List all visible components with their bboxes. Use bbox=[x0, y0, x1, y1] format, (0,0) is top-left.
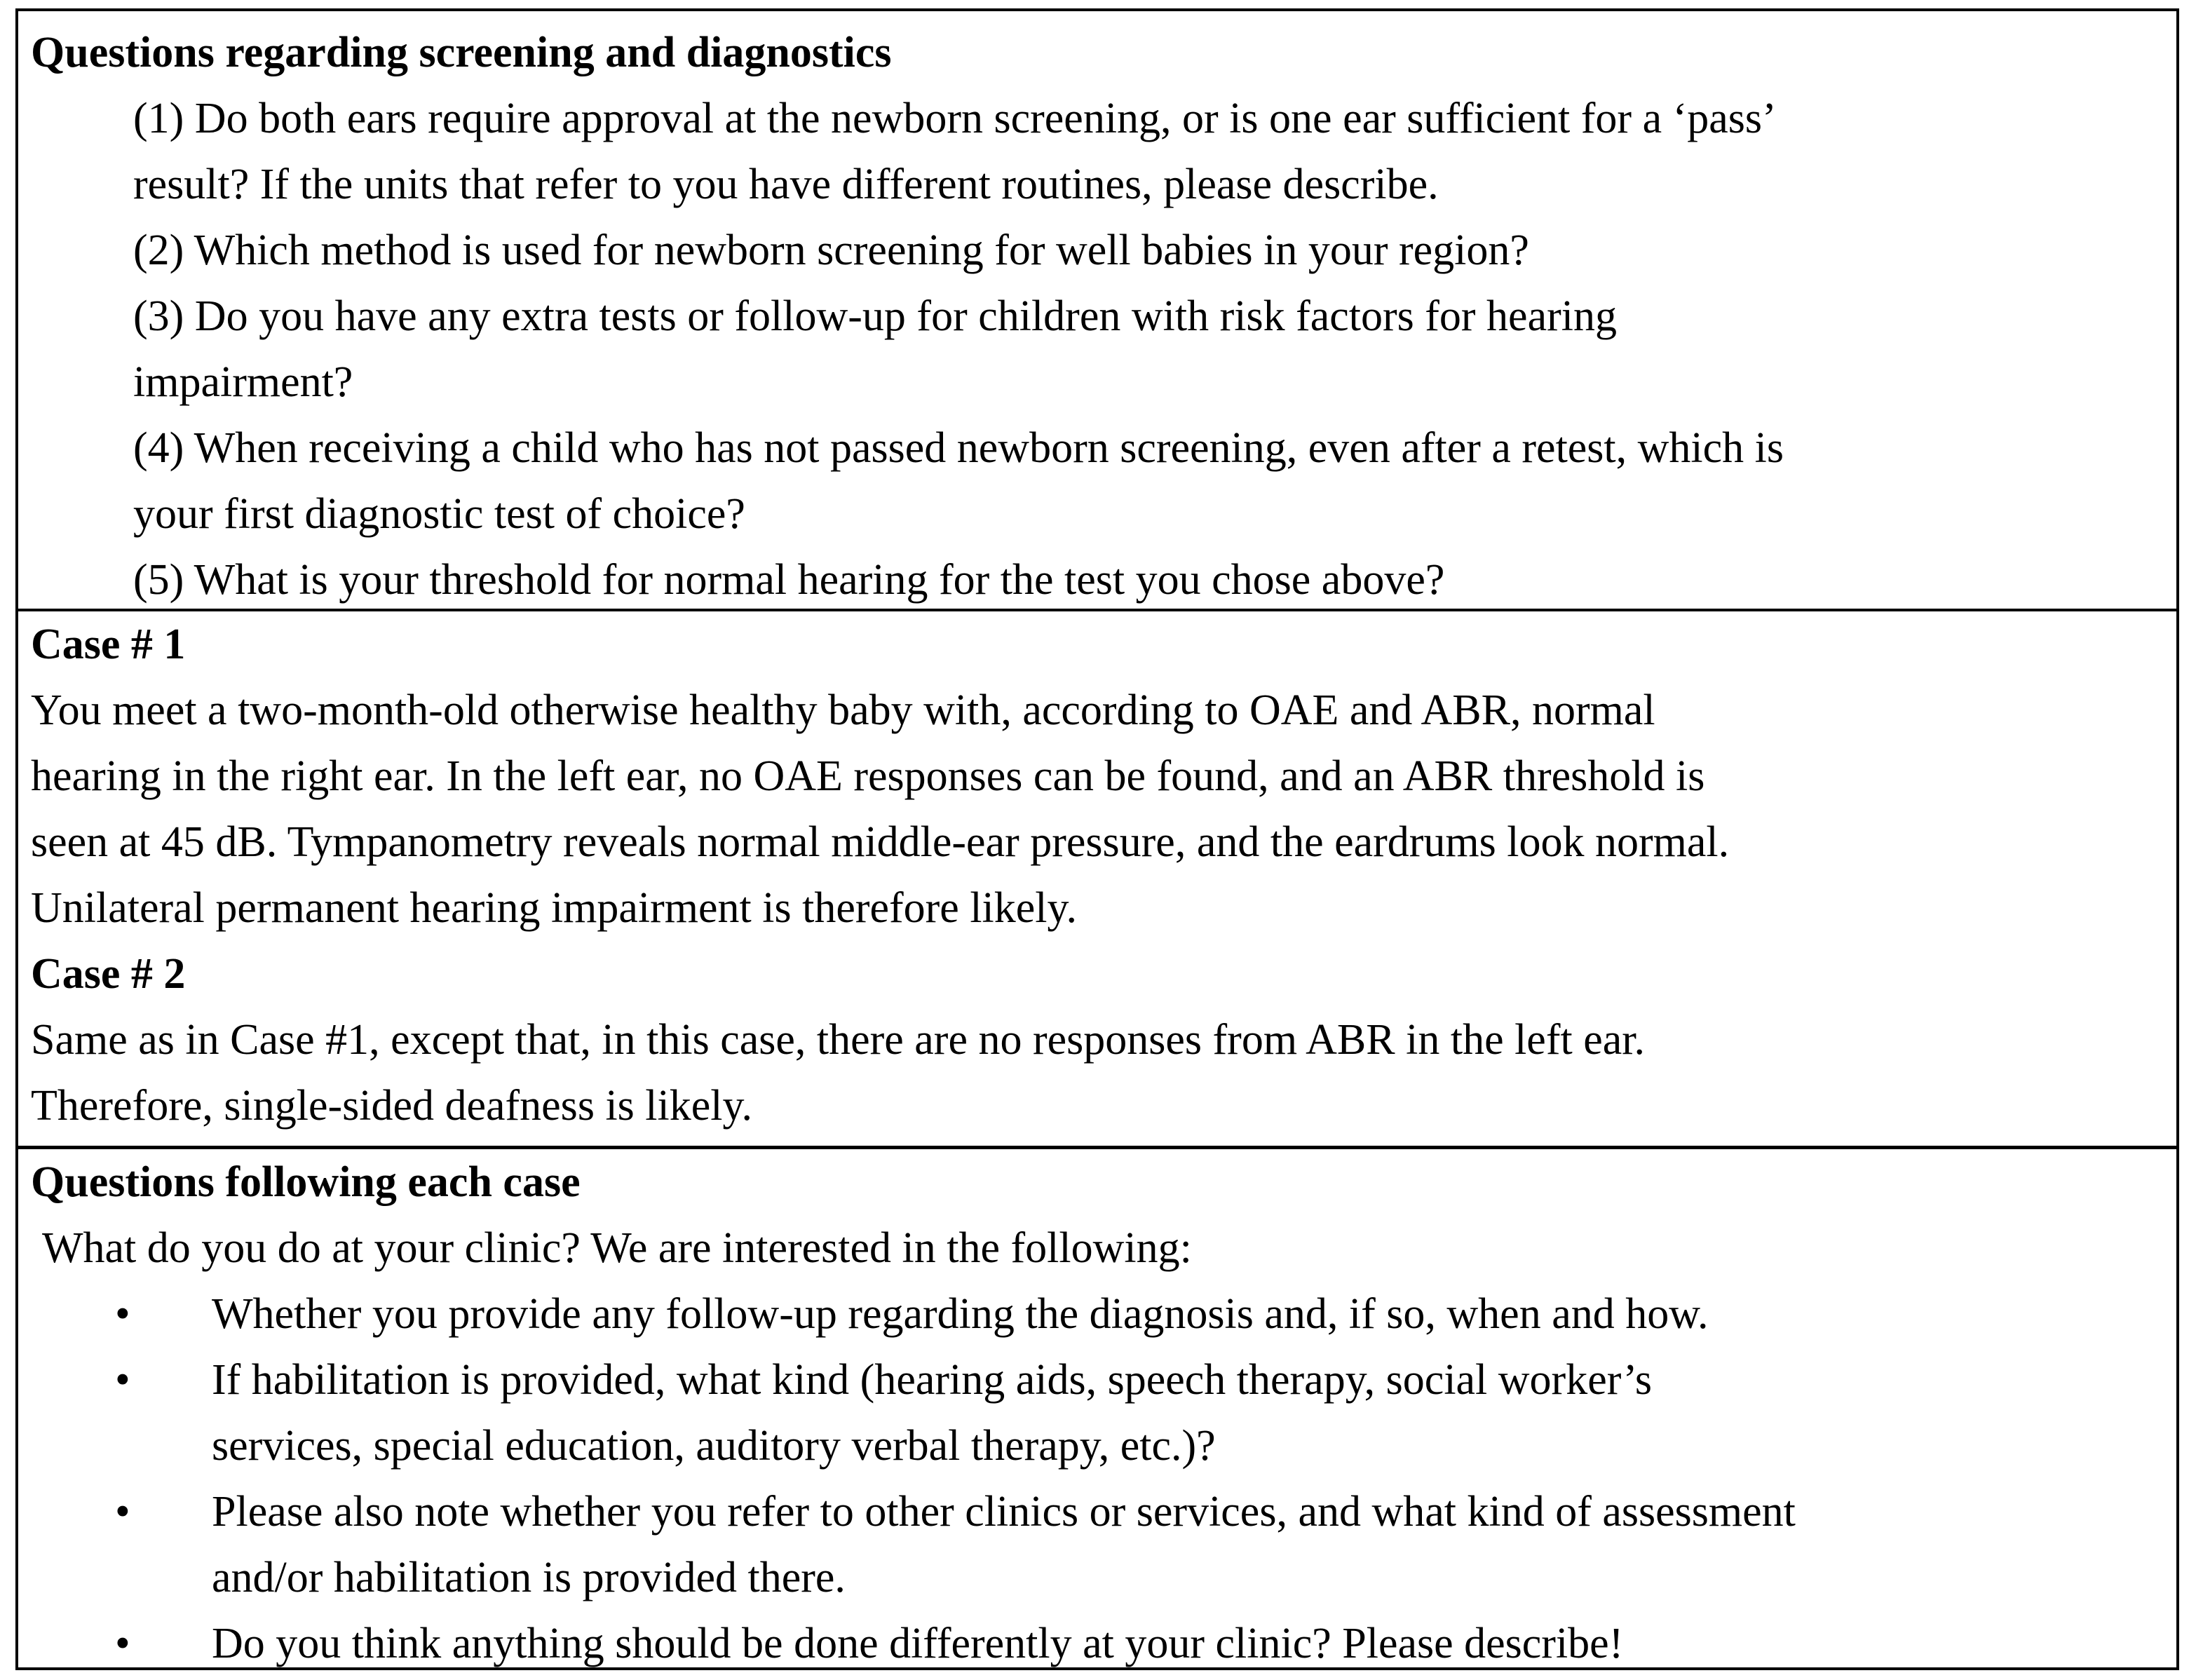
question-5: (5) What is your threshold for normal hearing for the test you chose above? bbox=[133, 556, 1445, 604]
case-2-heading: Case # 2 bbox=[31, 950, 186, 998]
bullet-1: Whether you provide any follow-up regarding the diagnosis and, if so, when and how. bbox=[212, 1290, 1709, 1338]
question-2: (2) Which method is used for newborn screening for well babies in your region? bbox=[133, 226, 1529, 274]
bullet-3-line-1: Please also note whether you refer to other clinics or services, and what kind of assessment bbox=[212, 1488, 1796, 1536]
bullet-3-line-2: and/or habilitation is provided there. bbox=[212, 1554, 846, 1601]
bullet-marker: • bbox=[115, 1620, 130, 1667]
case-2-line-1: Same as in Case #1, except that, in this case, there are no responses from ABR in the left ear. bbox=[31, 1016, 1645, 1064]
section-heading: Questions following each case bbox=[31, 1158, 581, 1206]
question-4-line-2: your first diagnostic test of choice? bbox=[133, 490, 745, 538]
case-1-heading: Case # 1 bbox=[31, 621, 186, 668]
bullet-marker: • bbox=[115, 1488, 130, 1536]
question-4-line-1: (4) When receiving a child who has not passed newborn screening, even after a retest, which is bbox=[133, 424, 1784, 472]
bullet-marker: • bbox=[115, 1356, 130, 1404]
question-3-line-1: (3) Do you have any extra tests or follow-up for children with risk factors for hearing bbox=[133, 292, 1617, 340]
questionnaire-table bbox=[15, 8, 2179, 1670]
question-1-line-2: result? If the units that refer to you have different routines, please describe. bbox=[133, 161, 1439, 208]
bullet-2-line-1: If habilitation is provided, what kind (hearing aids, speech therapy, social worker’s bbox=[212, 1356, 1653, 1404]
case-1-line-2: hearing in the right ear. In the left ear, no OAE responses can be found, and an ABR threshold is bbox=[31, 752, 1705, 800]
case-1-line-4: Unilateral permanent hearing impairment is therefore likely. bbox=[31, 884, 1077, 932]
question-1-line-1: (1) Do both ears require approval at the newborn screening, or is one ear sufficient for a ‘pass’ bbox=[133, 95, 1777, 142]
cases-section bbox=[18, 609, 2176, 1146]
bullet-2-line-2: services, special education, auditory verbal therapy, etc.)? bbox=[212, 1422, 1216, 1470]
intro-text: What do you do at your clinic? We are interested in the following: bbox=[42, 1224, 1192, 1272]
bullet-4: Do you think anything should be done differently at your clinic? Please describe! bbox=[212, 1620, 1624, 1667]
case-1-line-3: seen at 45 dB. Tympanometry reveals normal middle-ear pressure, and the eardrums look normal. bbox=[31, 818, 1730, 866]
section-heading: Questions regarding screening and diagnostics bbox=[31, 29, 892, 76]
screening-questions-section bbox=[18, 11, 2176, 609]
follow-up-questions-section bbox=[18, 1146, 2176, 1667]
case-1-line-1: You meet a two-month-old otherwise healthy baby with, according to OAE and ABR, normal bbox=[31, 686, 1655, 734]
bullet-marker: • bbox=[115, 1290, 130, 1338]
case-2-line-2: Therefore, single-sided deafness is likely. bbox=[31, 1082, 752, 1130]
question-3-line-2: impairment? bbox=[133, 358, 353, 406]
